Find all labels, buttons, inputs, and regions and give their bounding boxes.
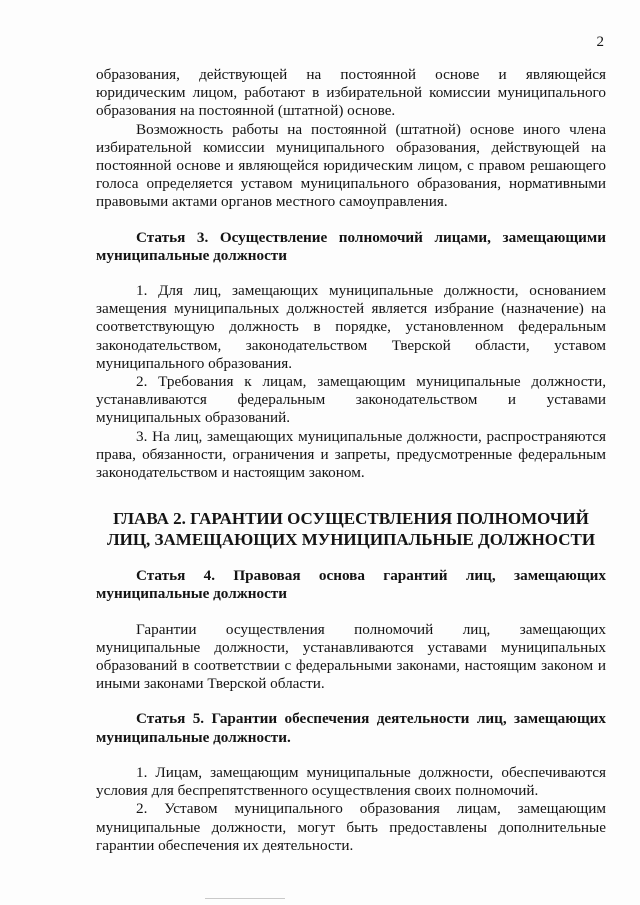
article-4-text: Гарантии осуществления полномочий лиц, замещающих муниципальные должности, устанавливаются уставами муниципальных образований в соответствии с федеральными законами, настоящим законом и иными законами Тверской области.: [96, 620, 606, 693]
article-3-title: Статья 3. Осуществление полномочий лицами, замещающими муниципальные должности: [96, 228, 606, 264]
article-3-item-2: 2. Требования к лицам, замещающим муниципальные должности, устанавливаются федеральным законодательством и уставами муниципальных образований.: [96, 373, 606, 427]
article-4-title: Статья 4. Правовая основа гарантий лиц, замещающих муниципальные должности: [96, 567, 606, 603]
article-5-item-1: 1. Лицам, замещающим муниципальные должности, обеспечиваются условия для беспрепятственного осуществления своих полномочий.: [96, 763, 606, 800]
chapter-2-title: ГЛАВА 2. ГАРАНТИИ ОСУЩЕСТВЛЕНИЯ ПОЛНОМОЧИЙ ЛИЦ, ЗАМЕЩАЮЩИХ МУНИЦИПАЛЬНЫЕ ДОЛЖНОСТИ: [106, 509, 596, 550]
page-number: 2: [596, 34, 604, 50]
document-body: [96, 66, 606, 855]
article-3-item-1: 1. Для лиц, замещающих муниципальные должности, основанием замещения муниципальных должностей является избрание (назначение) на соответствующую должность в порядке, установленном федеральным законодательством, законодательством Тверской области, уставом муниципального образования.: [96, 282, 606, 372]
scan-edge-line: [205, 898, 285, 899]
article-5-item-2: 2. Уставом муниципального образования лицам, замещающим муниципальные должности, могут быть предоставлены дополнительные гарантии обеспечения их деятельности.: [96, 800, 606, 854]
article-3-item-3: 3. На лиц, замещающих муниципальные должности, распространяются права, обязанности, ограничения и запреты, предусмотренные федеральным законодательством и настоящим законом.: [96, 427, 606, 482]
article-5-title: Статья 5. Гарантии обеспечения деятельности лиц, замещающих муниципальные должности.: [96, 710, 606, 746]
paragraph-work-possibility: Возможность работы на постоянной (штатной) основе иного члена избирательной комиссии муниципального образования, действующей на постоянной основе и являющейся юридическим лицом, с правом решающего голоса определяется уставом муниципального образования, нормативными правовыми актами органов местного самоуправления.: [96, 120, 606, 211]
paragraph-continuation: образования, действующей на постоянной основе и являющейся юридическим лицом, работают в избирательной комиссии муниципального образования на постоянной (штатной) основе.: [96, 66, 606, 120]
